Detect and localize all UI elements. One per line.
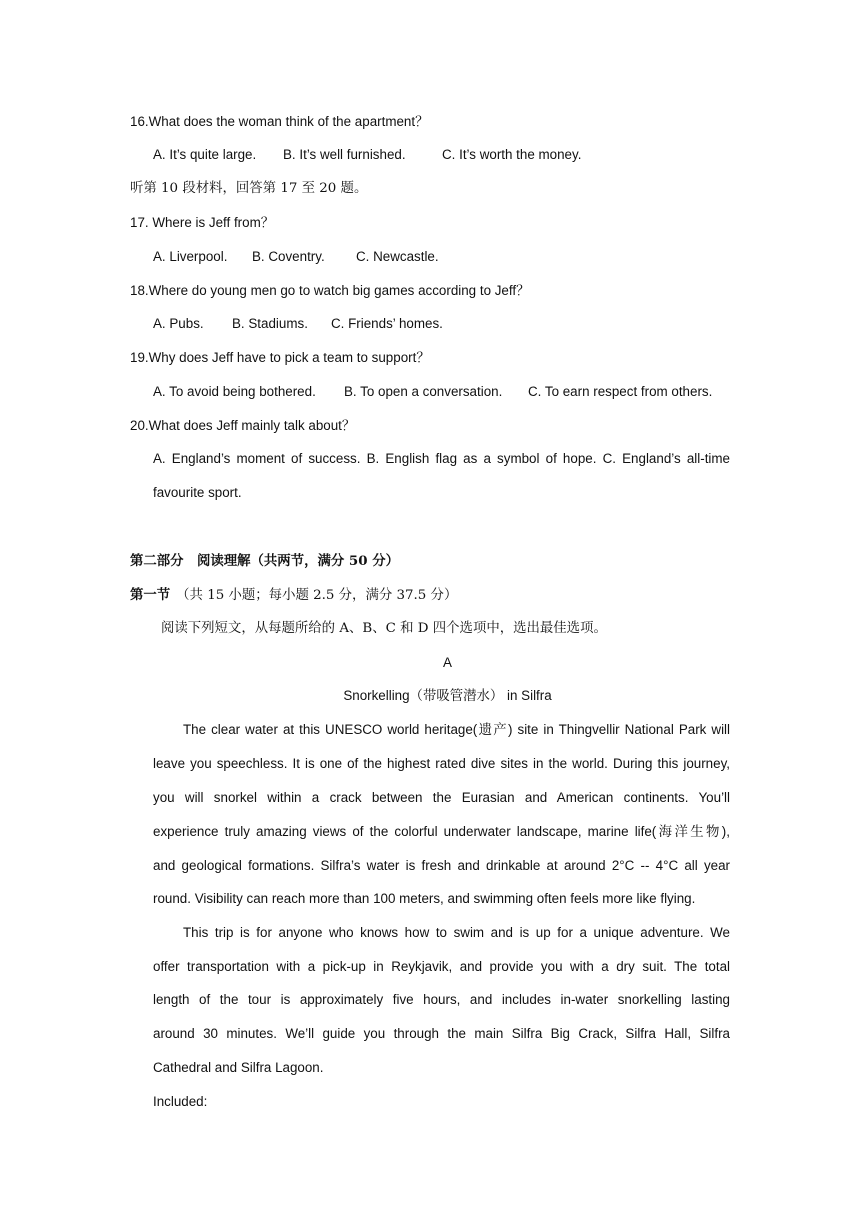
passage-paragraph-2-line: Cathedral and Silfra Lagoon. — [153, 1060, 324, 1075]
question-19-options — [153, 383, 712, 401]
q17-option-b: B. Coventry. — [252, 249, 325, 264]
section-1-label: 第一节 — [130, 587, 171, 603]
question-16-stem: 16.What does the woman think of the apartment？ — [130, 114, 429, 129]
section-1-heading — [130, 586, 457, 605]
passage-paragraph-1-line: round. Visibility can reach more than 100 meters, and swimming often feels more like flying. — [153, 891, 696, 906]
q19-option-b: B. To open a conversation. — [344, 384, 503, 399]
part-2-title: 第二部分 阅读理解（共两节，满分 50 分） — [130, 553, 399, 569]
q18-option-b: B. Stadiums. — [232, 316, 308, 331]
question-16-options — [153, 146, 581, 164]
section-10-instruction: 听第 10 段材料，回答第 17 至 20 题。 — [130, 181, 368, 196]
reading-instruction: 阅读下列短文，从每题所给的 A、B、C 和 D 四个选项中，选出最佳选项。 — [161, 621, 607, 636]
passage-paragraph-1-line: The clear water at this UNESCO world heritage(遗产) site in Thingvellir National Park will — [183, 722, 730, 737]
passage-paragraph-1-line: experience truly amazing views of the colorful underwater landscape, marine life(海洋生物), — [153, 824, 730, 839]
question-17-options — [153, 248, 439, 266]
section-1-description: （共 15 小题；每小题 2.5 分，满分 37.5 分） — [176, 588, 458, 603]
passage-letter: A — [443, 655, 452, 670]
question-20-options-line-2: favourite sport. — [153, 485, 242, 500]
question-17-stem: 17. Where is Jeff from？ — [130, 215, 275, 230]
q19-option-a: A. To avoid being bothered. — [153, 384, 316, 399]
q18-option-a: A. Pubs. — [153, 316, 204, 331]
included-label: Included: — [153, 1094, 208, 1109]
q19-option-c: C. To earn respect from others. — [528, 384, 713, 399]
passage-paragraph-1-line: you will snorkel within a crack between the Eurasian and American continents. You’ll — [153, 790, 730, 805]
passage-title: Snorkelling（带吸管潜水） in Silfra — [343, 688, 552, 703]
question-19-stem: 19.Why does Jeff have to pick a team to support？ — [130, 350, 430, 365]
q16-option-b: B. It’s well furnished. — [283, 147, 406, 162]
question-20-stem: 20.What does Jeff mainly talk about？ — [130, 418, 356, 433]
q18-option-c: C. Friends’ homes. — [331, 316, 443, 331]
passage-paragraph-1-line: leave you speechless. It is one of the highest rated dive sites in the world. During this journey, — [153, 756, 730, 771]
passage-paragraph-2-line: length of the tour is approximately five hours, and includes in-water snorkelling lasting — [153, 992, 730, 1007]
question-18-stem: 18.Where do young men go to watch big games according to Jeff？ — [130, 283, 530, 298]
passage-paragraph-1-line: and geological formations. Silfra’s water is fresh and drinkable at around 2°C -- 4°C all year — [153, 858, 730, 873]
q16-option-a: A. It’s quite large. — [153, 147, 257, 162]
q17-option-a: A. Liverpool. — [153, 249, 228, 264]
q16-option-c: C. It’s worth the money. — [442, 147, 582, 162]
q17-option-c: C. Newcastle. — [356, 249, 439, 264]
question-20-options-line-1: A. England’s moment of success. B. English flag as a symbol of hope. C. England’s all-time — [153, 451, 730, 466]
passage-paragraph-2-line: around 30 minutes. We’ll guide you through the main Silfra Big Crack, Silfra Hall, Silfra — [153, 1026, 730, 1041]
question-18-options — [153, 315, 443, 333]
passage-paragraph-2-line: offer transportation with a pick-up in Reykjavik, and provide you with a dry suit. The total — [153, 959, 730, 974]
passage-paragraph-2-line: This trip is for anyone who knows how to swim and is up for a unique adventure. We — [183, 925, 730, 940]
